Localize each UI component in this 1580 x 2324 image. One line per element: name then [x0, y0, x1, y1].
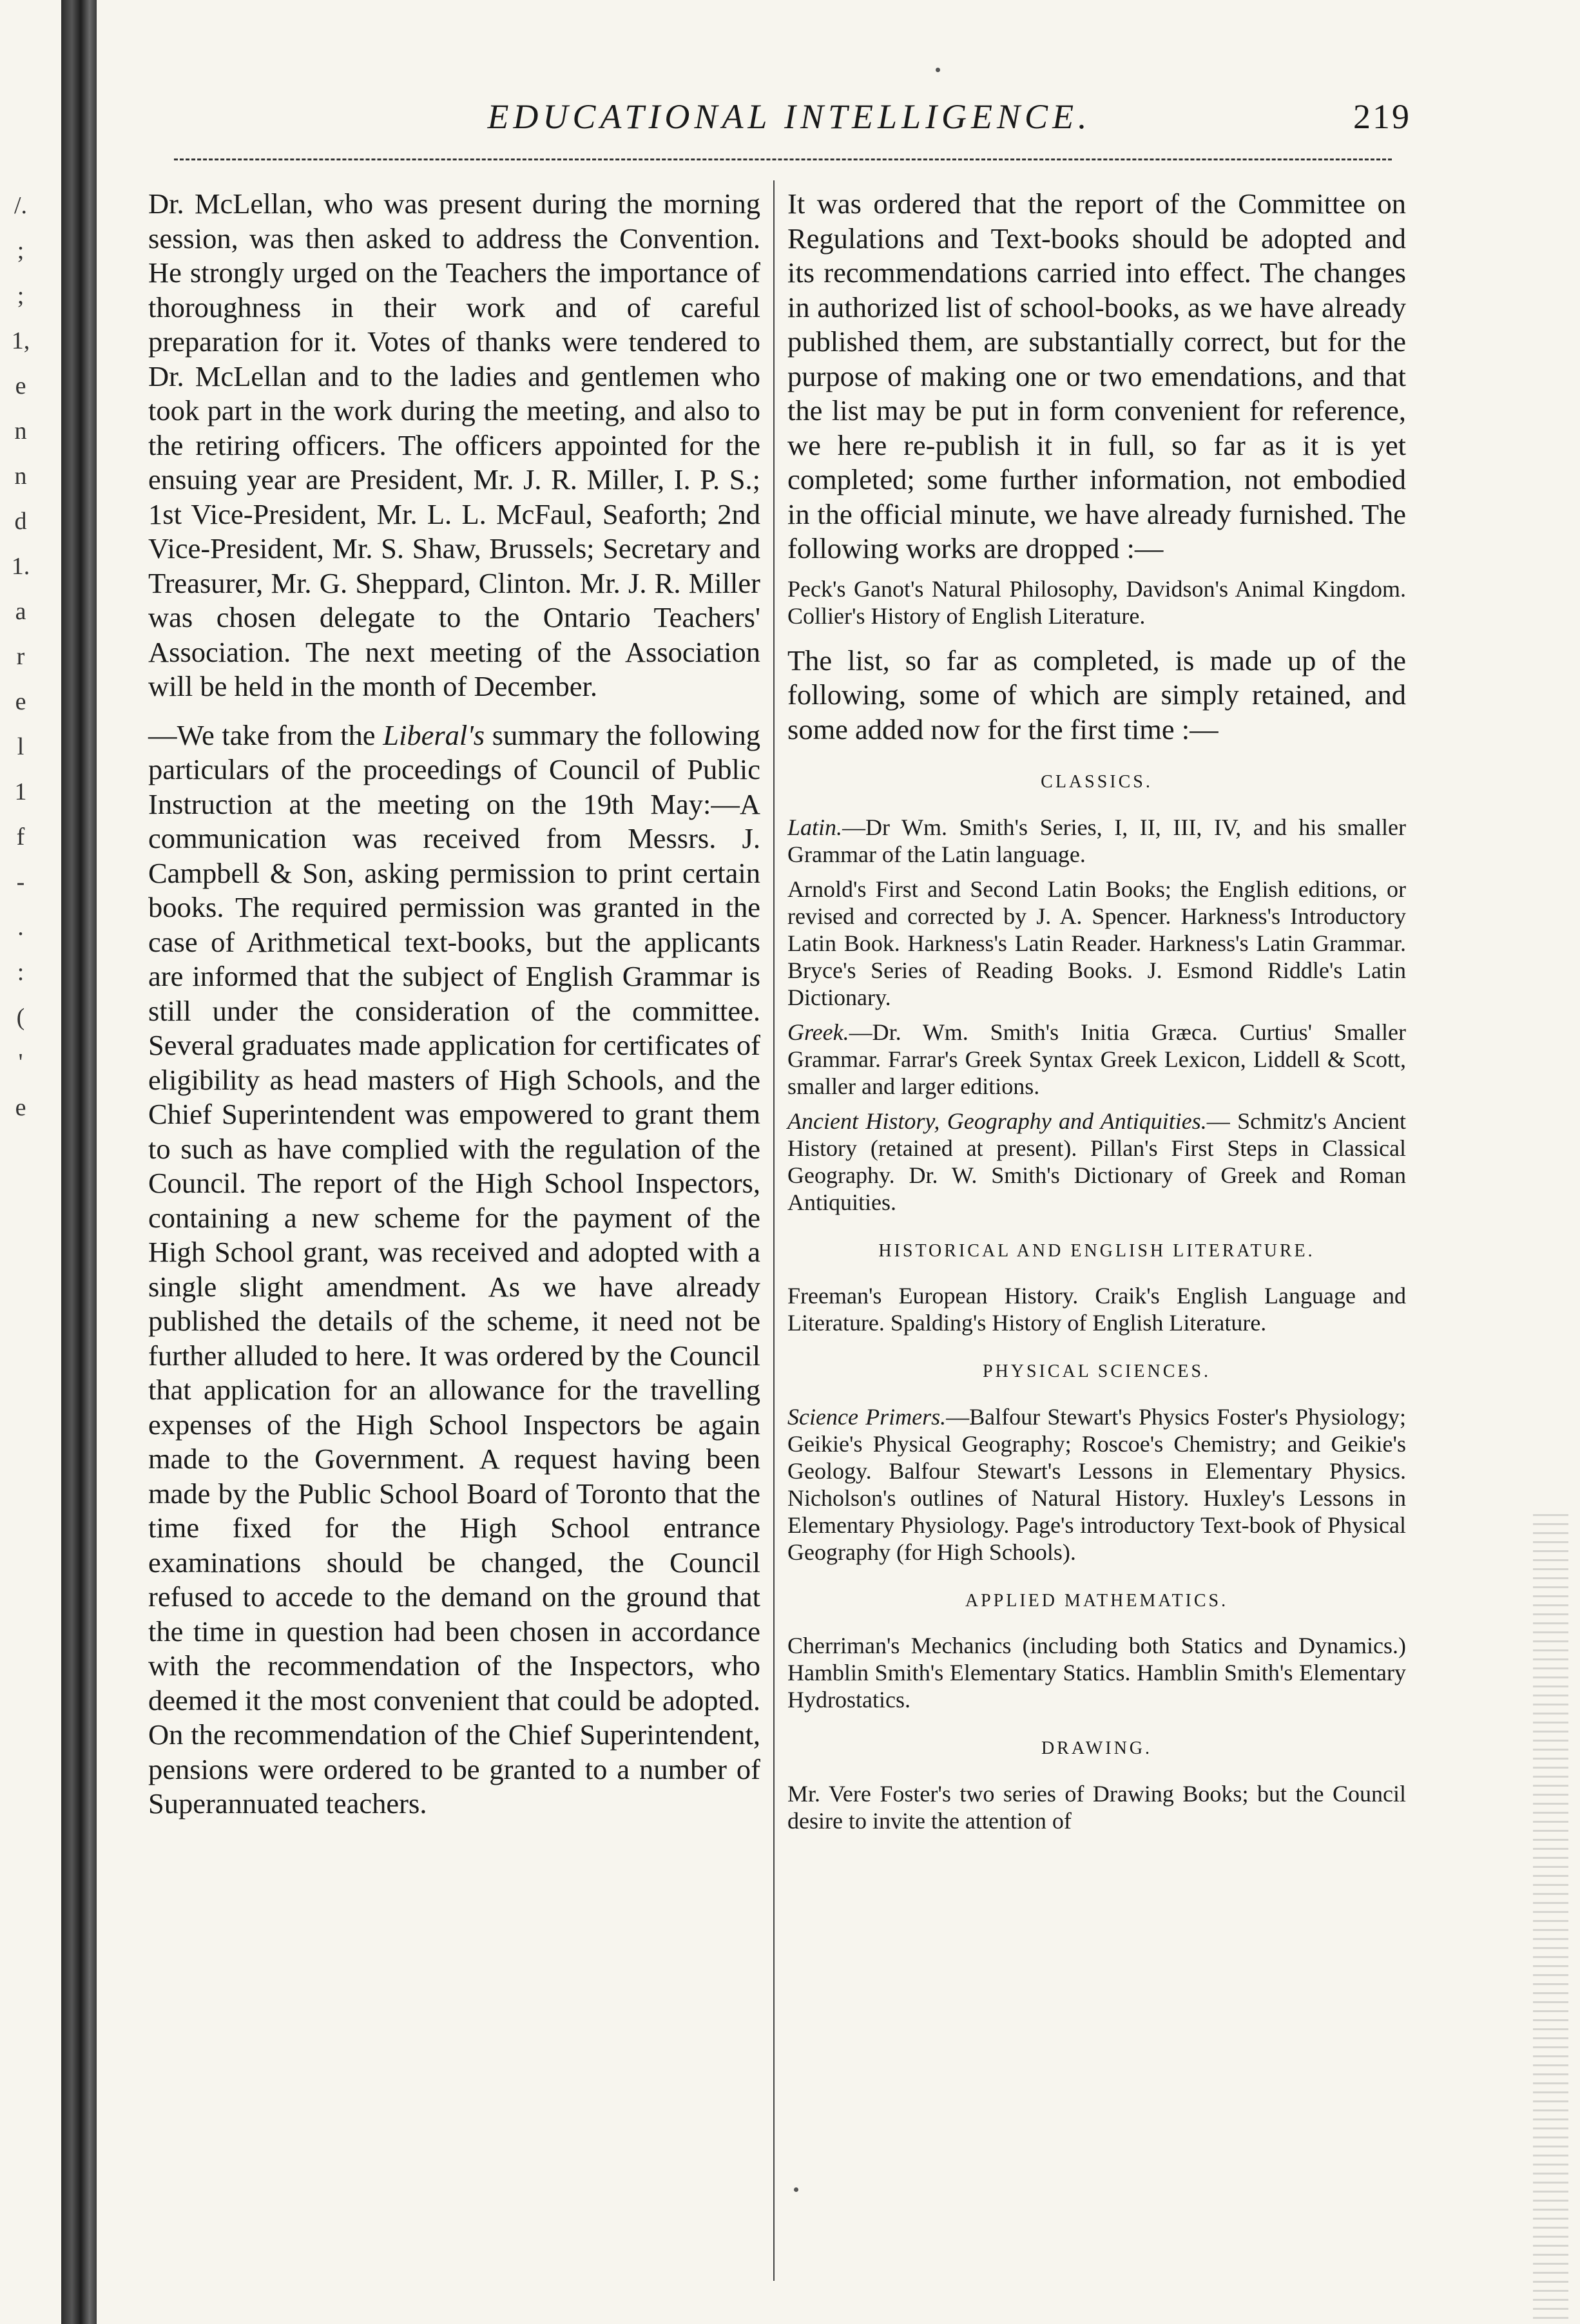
page-header	[148, 97, 1411, 148]
entry-text: — Schmitz's Ancient History (retained at present). Pillan's First Steps in Classical Geography. Dr. W. Smith's Dictionary of Greek and Roman Antiquities.	[787, 1108, 1406, 1215]
gutter-char: .	[17, 914, 24, 941]
entry-lead: Science Primers.	[787, 1403, 947, 1430]
speck	[936, 68, 940, 72]
book-entry: Mr. Vere Foster's two series of Drawing Books; but the Council desire to invite the attention of	[787, 1780, 1406, 1834]
text-run: —We take from the	[148, 718, 383, 751]
gutter-char: l	[17, 733, 24, 760]
gutter-char: /.	[14, 192, 28, 219]
running-title: EDUCATIONAL INTELLIGENCE.	[487, 97, 1092, 136]
book-entry: Freeman's European History. Craik's English Language and Literature. Spalding's History of English Literature.	[787, 1283, 1406, 1336]
gutter-char: e	[15, 688, 26, 715]
gutter-char: ;	[17, 237, 24, 264]
gutter-char: -	[16, 869, 25, 896]
gutter-char: a	[15, 598, 26, 625]
gutter-char: e	[15, 1094, 26, 1121]
paragraph: It was ordered that the report of the Committee on Regulations and Text-books should be adopted and its recommendations carried into effect. The changes in authorized list of school-books, as we have already published them, are substantially correct, but for the purpose of making one or two emendations, and that the list may be put in form convenient for reference, we here re-publish it in full, so far as it is yet completed; some further information, not embodied in the official minute, we have already furnished. The following works are dropped :—	[787, 187, 1406, 564]
gutter-char: 1.	[11, 553, 30, 580]
entry-lead: Ancient History, Geography and Antiquities.	[787, 1108, 1207, 1134]
page-number: 219	[1353, 97, 1411, 136]
section-heading: DRAWING.	[1041, 1738, 1153, 1758]
paragraph: Dr. McLellan, who was present during the morning session, was then asked to address the Convention. He strongly urged on the Teachers the importance of thoroughness in their work and of careful preparation for it. Votes of thanks were tendered to Dr. McLellan and to the ladies and gentlemen who took part in the work during the meeting, and also to the retiring officers. The officers appointed for the ensuing year are President, Mr. J. R. Miller, I. P. S.; 1st Vice-President, Mr. L. L. McFaul, Seaforth; 2nd Vice-President, Mr. S. Shaw, Brussels; Secretary and Treasurer, Mr. G. Sheppard, Clinton. Mr. J. R. Miller was chosen delegate to the Ontario Teachers' Association. The next meeting of the Association will be held in the month of December.	[148, 187, 760, 702]
italic-run: Liberal's	[383, 718, 485, 751]
header-rule	[174, 158, 1392, 160]
gutter-char: f	[16, 823, 25, 850]
right-column	[787, 187, 1406, 1834]
gutter-char: r	[16, 643, 25, 670]
gutter-char: n	[14, 418, 27, 445]
book-entry: Arnold's First and Second Latin Books; the English editions, or revised and corrected by J. A. Spencer. Harkness's Introductory Latin Book. Harkness's Latin Reader. Harkness's Latin Grammar. Bryce's Series of Reading Books. J. Esmond Riddle's Latin Dictionary.	[787, 876, 1406, 1010]
book-entry	[787, 1108, 1406, 1216]
gutter-char: (	[16, 1004, 25, 1031]
gutter-fragments	[1, 187, 40, 1134]
book-entry	[787, 1403, 1406, 1566]
left-column	[148, 187, 760, 1821]
entry-text: —Dr Wm. Smith's Series, I, II, III, IV, and his smaller Grammar of the Latin language.	[787, 814, 1406, 867]
gutter-char: :	[17, 959, 24, 986]
entry-text: —Balfour Stewart's Physics Foster's Physiology; Geikie's Physical Geography; Roscoe's Chemistry; and Geikie's Geology. Balfour Stewart's Lessons in Elementary Physics. Nicholson's outlines of Natural History. Huxley's Lessons in Elementary Physiology. Page's introductory Text-book of Physical Geography (for High Schools).	[787, 1403, 1406, 1565]
gutter-char: e	[15, 372, 26, 399]
entry-lead: Greek.	[787, 1019, 849, 1045]
paragraph: The list, so far as completed, is made up of the following, some of which are simply retained, and some added now for the first time :—	[787, 644, 1406, 745]
speck	[794, 2187, 798, 2192]
section-heading: HISTORICAL AND ENGLISH LITERATURE.	[878, 1240, 1315, 1261]
section-heading: CLASSICS.	[1041, 772, 1153, 792]
section-heading: PHYSICAL SCIENCES.	[982, 1361, 1211, 1381]
column-divider	[773, 180, 775, 2281]
entry-text: —Dr. Wm. Smith's Initia Græca. Curtius' Smaller Grammar. Farrar's Greek Syntax Greek Lexicon, Liddell & Scott, smaller and larger editions.	[787, 1019, 1406, 1099]
gutter-char: '	[18, 1049, 23, 1076]
dropped-list: Peck's Ganot's Natural Philosophy, Davidson's Animal Kingdom. Collier's History of English Literature.	[787, 575, 1406, 629]
section-heading: APPLIED MATHEMATICS.	[965, 1590, 1229, 1611]
binding-edge	[61, 0, 97, 2324]
entry-lead: Latin.	[787, 814, 843, 840]
gutter-char: d	[14, 508, 27, 535]
gutter-char: n	[14, 463, 27, 490]
book-entry: Cherriman's Mechanics (including both Statics and Dynamics.) Hamblin Smith's Elementary Statics. Hamblin Smith's Elementary Hydrostatics.	[787, 1633, 1406, 1713]
book-entry	[787, 814, 1406, 868]
gutter-char: 1,	[11, 327, 30, 354]
scan-noise	[1533, 1514, 1568, 2319]
paragraph	[148, 718, 760, 1821]
text-run: summary the following particulars of the proceedings of Council of Public Instruction at the meeting on the 19th May:—A communication was received from Messrs. J. Campbell & Son, asking permission to print certain books. The required permission was granted in the case of Arithmetical text-books, but the applicants are informed that the subject of English Grammar is still under the consideration of the committee. Several graduates made application for certificates of eligibility as head masters of High Schools, and the Chief Superintendent was empowered to grant them to such as have complied with the regulation of the Council. The report of the High School Inspectors, containing a new scheme for the payment of the High School grant, was received and adopted with a single slight amendment. As we have already published the details of the scheme, it need not be further alluded to here. It was ordered by the Council that application for an allowance for the travelling expenses of the High School Inspectors be again made to the Government. A request having been made by the Public School Board of Toronto that the time fixed for the High School entrance examinations should be changed, the Council refused to accede to the demand on the ground that the time in question had been chosen in accordance with the recommendation of the Inspectors, who deemed it the most convenient that could be adopted. On the recommendation of the Chief Superintendent, pensions were ordered to be granted to a number of Superannuated teachers.	[148, 718, 761, 1820]
gutter-char: ;	[17, 282, 24, 309]
gutter-char: 1	[14, 778, 27, 805]
book-entry	[787, 1019, 1406, 1100]
